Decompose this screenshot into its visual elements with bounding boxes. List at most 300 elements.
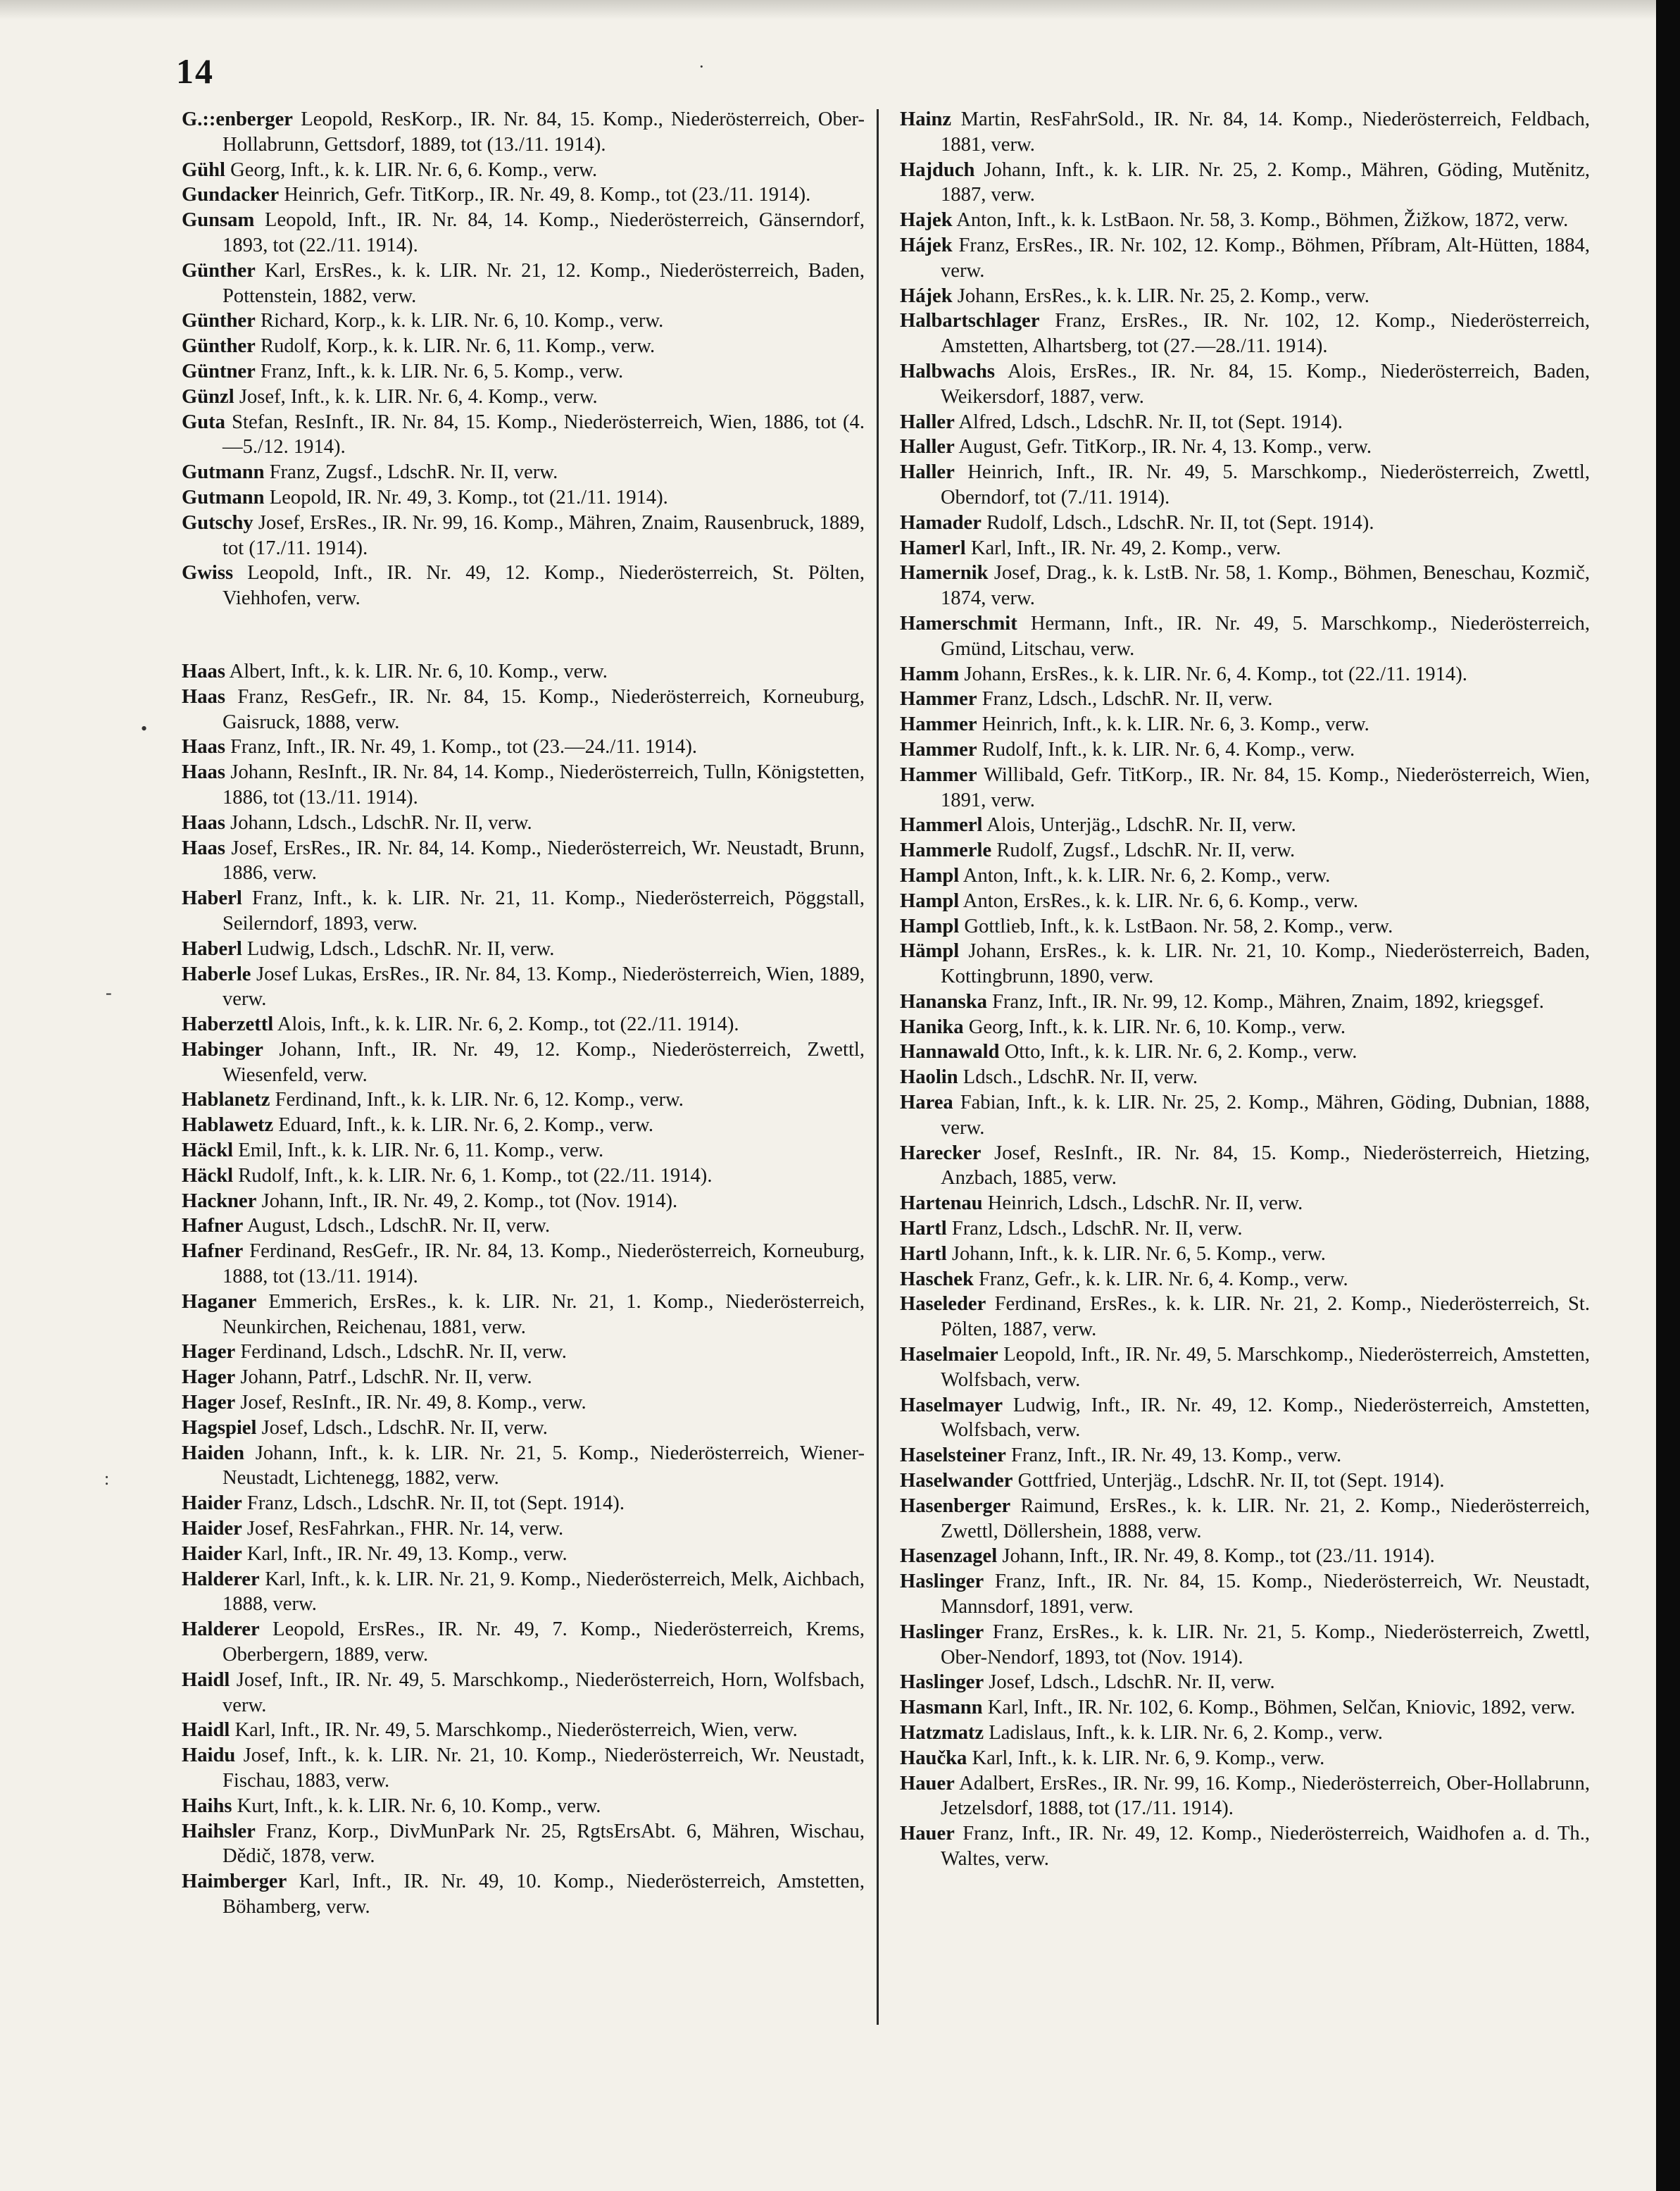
surname: G.::enberger [182,108,293,130]
casualty-entry [900,863,1590,889]
casualty-entry [900,1821,1590,1872]
casualty-entry [182,1138,865,1163]
entry-details: Johann, ErsRes., k. k. LIR. Nr. 25, 2. Komp., verw. [952,285,1369,307]
surname: Habinger [182,1038,263,1061]
surname: Hammer [900,713,977,736]
entry-details: Franz, Korp., DivMunPark Nr. 25, RgtsErsAbt. 6, Mähren, Wischau, Dědič, 1878, verw. [222,1820,865,1868]
casualty-entry [182,1113,865,1138]
entry-details: Johann, ErsRes., k. k. LIR. Nr. 21, 10. Komp., Niederösterreich, Baden, Kottingbrunn, 1890, verw. [941,940,1590,988]
entry-details: Johann, ErsRes., k. k. LIR. Nr. 6, 4. Komp., tot (22./11. 1914). [959,663,1467,685]
casualty-entry [900,889,1590,914]
casualty-entry [182,1491,865,1516]
entry-details: Franz, ResGefr., IR. Nr. 84, 15. Komp., Niederösterreich, Korneuburg, Gaisruck, 1888, verw. [222,685,865,733]
page-top-shadow [0,0,1656,20]
surname: Hartenau [900,1192,983,1215]
entry-details: Martin, ResFahrSold., IR. Nr. 84, 14. Komp., Niederösterreich, Feldbach, 1881, verw. [941,108,1590,156]
entry-details: Josef, Inft., IR. Nr. 49, 5. Marschkomp., Niederösterreich, Horn, Wolfsbach, verw. [222,1668,865,1716]
surname: Hasmann [900,1697,983,1719]
entry-details: Emil, Inft., k. k. LIR. Nr. 6, 11. Komp., verw. [233,1140,604,1162]
entry-details: Alois, Inft., k. k. LIR. Nr. 6, 2. Komp., tot (22./11. 1914). [273,1013,739,1036]
entry-details: Alfred, Ldsch., LdschR. Nr. II, tot (Sept. 1914). [954,411,1343,433]
casualty-entry [900,1468,1590,1494]
surname: Haselwander [900,1470,1013,1492]
scan-border [1656,0,1680,2191]
entry-details: Johann, Inft., k. k. LIR. Nr. 21, 5. Komp., Niederösterreich, Wiener-Neustadt, Lichtenegg, 1882, verw. [222,1442,865,1490]
surname: Haolin [900,1066,958,1089]
surname: Haimberger [182,1871,287,1893]
entry-details: Johann, Inft., IR. Nr. 49, 12. Komp., Niederösterreich, Zwettl, Wiesenfeld, verw. [222,1038,865,1086]
casualty-entry [900,939,1590,990]
casualty-entry [182,659,865,685]
casualty-entry [900,536,1590,561]
entry-details: Ferdinand, Inft., k. k. LIR. Nr. 6, 12. Komp., verw. [270,1089,684,1111]
casualty-entry [900,158,1590,208]
scan-speck: - [106,982,112,1003]
casualty-entry [182,962,865,1013]
entry-details: Franz, Ldsch., LdschR. Nr. II, tot (Sept. 1914). [242,1492,625,1515]
right-column [900,107,1590,1872]
casualty-entry [900,1267,1590,1292]
entry-details: Gottfried, Unterjäg., LdschR. Nr. II, tot (Sept. 1914). [1013,1470,1445,1492]
casualty-entry [182,334,865,359]
surname: Hampl [900,864,960,887]
left-column-h-entries [182,659,865,1920]
entry-details: Josef, Ldsch., LdschR. Nr. II, verw. [984,1671,1275,1694]
entry-details: Franz, Inft., IR. Nr. 49, 1. Komp., tot (23.—24./11. 1914). [225,736,698,759]
casualty-entry [182,410,865,461]
surname: Guta [182,411,225,433]
column-divider [877,109,879,2025]
entry-details: Josef, ErsRes., IR. Nr. 99, 16. Komp., Mähren, Znaim, Rausenbruck, 1889, tot (17./11. 1914). [222,511,865,559]
casualty-entry [900,813,1590,838]
surname: Gundacker [182,184,280,206]
surname: Hampl [900,889,960,912]
surname: Hackner [182,1190,257,1212]
casualty-entry [182,158,865,183]
casualty-entry [900,435,1590,460]
surname: Halderer [182,1618,260,1641]
entry-details: Ludwig, Ldsch., LdschR. Nr. II, verw. [242,937,555,960]
entry-details: Johann, ResInft., IR. Nr. 84, 14. Komp., Niederösterreich, Tulln, Königstetten, 1886, tot (13./11. 1914). [222,761,865,809]
surname: Hamm [900,663,960,685]
surname: Harea [900,1092,953,1114]
casualty-entry [900,763,1590,813]
surname: Haas [182,837,225,859]
casualty-entry [182,811,865,836]
entry-details: Eduard, Inft., k. k. LIR. Nr. 6, 2. Komp., verw. [273,1114,653,1137]
surname: Haas [182,736,225,759]
surname: Haslinger [900,1621,984,1643]
entry-details: Heinrich, Inft., IR. Nr. 49, 5. Marschkomp., Niederösterreich, Zwettl, Oberndorf, tot (7./11. 1914). [941,461,1590,508]
entry-details: Franz, Gefr., k. k. LIR. Nr. 6, 4. Komp., verw. [973,1268,1348,1290]
surname: Gutmann [182,486,265,508]
casualty-entry [900,737,1590,763]
entry-details: Franz, ErsRes., k. k. LIR. Nr. 21, 5. Komp., Niederösterreich, Zwettl, Ober-Nendorf, 1893, tot (Nov. 1914). [941,1621,1590,1668]
casualty-entry [182,182,865,208]
casualty-entry [900,233,1590,284]
surname: Hannawald [900,1041,1000,1063]
surname: Hainz [900,108,952,130]
left-column [182,107,865,1920]
casualty-entry [182,1542,865,1567]
surname: Hager [182,1366,236,1389]
casualty-entry [900,107,1590,158]
surname: Hager [182,1392,236,1414]
scan-speck: · [698,56,705,77]
entry-details: Alois, Unterjäg., LdschR. Nr. II, verw. [982,814,1296,837]
entry-details: Josef, ErsRes., IR. Nr. 84, 14. Komp., Niederösterreich, Wr. Neustadt, Brunn, 1886, verw. [222,837,865,885]
entry-details: Georg, Inft., k. k. LIR. Nr. 6, 6. Komp., verw. [225,158,598,181]
entry-details: Raimund, ErsRes., k. k. LIR. Nr. 21, 2. Komp., Niederösterreich, Zwettl, Döllershein, 1888, verw. [941,1494,1590,1542]
casualty-entry [900,1695,1590,1721]
surname: Günther [182,259,256,282]
entry-details: Leopold, Inft., IR. Nr. 84, 14. Komp., Niederösterreich, Gänserndorf, 1893, tot (22./11. 1914). [222,209,865,256]
surname: Hammerle [900,839,992,862]
casualty-entry [182,1668,865,1718]
surname: Hampl [900,915,960,937]
entry-details: Ferdinand, ResGefr., IR. Nr. 84, 13. Komp., Niederösterreich, Korneuburg, 1888, tot (13./11. 1914). [222,1240,865,1288]
surname: Hamerl [900,537,966,559]
surname: Hamader [900,511,982,534]
casualty-entry [182,1365,865,1390]
surname: Günther [182,310,256,332]
surname: Harecker [900,1142,982,1164]
casualty-entry [182,1290,865,1340]
entry-details: Heinrich, Ldsch., LdschR. Nr. II, verw. [982,1192,1303,1215]
entry-details: Adalbert, ErsRes., IR. Nr. 99, 16. Komp., Niederösterreich, Ober-Hollabrunn, Jetzelsdorf, 1888, tot (17./11. 1914). [941,1772,1590,1820]
surname: Haselsteiner [900,1444,1006,1467]
entry-details: Ladislaus, Inft., k. k. LIR. Nr. 6, 2. Komp., verw. [984,1722,1383,1744]
casualty-entry [900,1393,1590,1444]
casualty-entry [182,1718,865,1743]
entry-details: Franz, Inft., IR. Nr. 99, 12. Komp., Mähren, Znaim, 1892, kriegsgef. [986,990,1544,1013]
surname: Haberzettl [182,1013,274,1036]
surname: Haberle [182,963,251,985]
surname: Haidu [182,1744,236,1767]
casualty-entry [182,1189,865,1214]
casualty-entry [182,107,865,158]
casualty-entry [182,460,865,485]
surname: Haidl [182,1668,230,1691]
casualty-entry [900,308,1590,359]
casualty-entry [900,511,1590,536]
entry-details: Franz, Inft., IR. Nr. 84, 15. Komp., Niederösterreich, Wr. Neustadt, Mannsdorf, 1891, verw. [941,1571,1590,1618]
casualty-entry [900,1242,1590,1267]
entry-details: Richard, Korp., k. k. LIR. Nr. 6, 10. Komp., verw. [255,310,664,332]
surname: Hager [182,1341,236,1363]
surname: Haihs [182,1794,232,1817]
entry-details: Karl, Inft., IR. Nr. 49, 10. Komp., Niederösterreich, Amstetten, Böhamberg, verw. [222,1871,865,1918]
casualty-entry [900,561,1590,611]
surname: Haller [900,411,955,433]
surname: Hanika [900,1016,964,1038]
surname: Haslinger [900,1671,984,1694]
surname: Haider [182,1542,242,1565]
casualty-entry [182,1087,865,1113]
casualty-entry [900,712,1590,737]
casualty-entry [900,1670,1590,1695]
entry-details: Josef, Inft., k. k. LIR. Nr. 6, 4. Komp., verw. [234,385,598,408]
casualty-entry [182,685,865,735]
casualty-entry [182,1516,865,1542]
surname: Hasenzagel [900,1545,998,1568]
surname: Hafner [182,1240,244,1263]
casualty-entry [900,1292,1590,1342]
casualty-entry [900,838,1590,863]
casualty-entry [182,1567,865,1618]
scan-speck: : [104,1468,110,1489]
casualty-entry [900,1090,1590,1141]
surname: Halderer [182,1568,260,1590]
entry-details: Georg, Inft., k. k. LIR. Nr. 6, 10. Komp., verw. [963,1016,1346,1038]
casualty-entry [900,1342,1590,1393]
surname: Haas [182,761,225,784]
entry-details: Franz, Zugsf., LdschR. Nr. II, verw. [264,461,558,484]
casualty-entry [182,735,865,760]
entry-details: Josef, ResInft., IR. Nr. 49, 8. Komp., verw. [235,1392,587,1414]
entry-details: Rudolf, Zugsf., LdschR. Nr. II, verw. [991,839,1296,862]
entry-details: Leopold, ErsRes., IR. Nr. 49, 7. Komp., Niederösterreich, Krems, Oberbergern, 1889, verw. [222,1618,865,1666]
surname: Hamernik [900,562,989,585]
entry-details: Karl, Inft., k. k. LIR. Nr. 21, 9. Komp., Niederösterreich, Melk, Aichbach, 1888, verw. [222,1568,865,1616]
surname: Günzl [182,385,234,408]
surname: Haiden [182,1442,244,1464]
casualty-entry [900,1015,1590,1040]
surname: Gwiss [182,562,234,585]
entry-details: Franz, Inft., k. k. LIR. Nr. 6, 5. Komp., verw. [255,360,624,382]
entry-details: Josef, Inft., k. k. LIR. Nr. 21, 10. Komp., Niederösterreich, Wr. Neustadt, Fischau, 1883, verw. [222,1744,865,1792]
surname: Haas [182,660,225,682]
entry-details: Ferdinand, ErsRes., k. k. LIR. Nr. 21, 2. Komp., Niederösterreich, St. Pölten, 1887, verw. [941,1293,1590,1341]
casualty-entry [182,836,865,887]
casualty-entry [182,308,865,334]
surname: Hajduch [900,158,975,181]
page-number: 14 [176,51,214,91]
casualty-entry [900,662,1590,687]
casualty-entry [900,1040,1590,1065]
entry-details: Rudolf, Inft., k. k. LIR. Nr. 6, 1. Komp., tot (22./11. 1914). [233,1164,713,1187]
entry-details: Stefan, ResInft., IR. Nr. 84, 15. Komp., Niederösterreich, Wien, 1886, tot (4.—5./12. 1914). [222,411,865,458]
surname: Haselmayer [900,1394,1003,1416]
surname: Hartl [900,1218,947,1240]
entry-details: Rudolf, Ldsch., LdschR. Nr. II, tot (Sept. 1914). [981,511,1374,534]
surname: Hämpl [900,940,960,963]
entry-details: Willibald, Gefr. TitKorp., IR. Nr. 84, 15. Komp., Niederösterreich, Wien, 1891, verw. [941,763,1590,811]
entry-details: Anton, Inft., k. k. LIR. Nr. 6, 2. Komp., verw. [959,864,1331,887]
surname: Hammer [900,763,977,786]
entry-details: Josef, ResInft., IR. Nr. 84, 15. Komp., Niederösterreich, Hietzing, Anzbach, 1885, verw. [941,1142,1590,1190]
right-column-entries [900,107,1590,1872]
casualty-entry [182,937,865,962]
surname: Halbartschlager [900,310,1040,332]
surname: Hammerl [900,814,983,837]
entry-details: Josef, Ldsch., LdschR. Nr. II, verw. [256,1416,548,1439]
casualty-entry [182,1819,865,1870]
entry-details: Johann, Inft., IR. Nr. 49, 8. Komp., tot (23./11. 1914). [997,1545,1435,1568]
casualty-entry [182,1441,865,1492]
casualty-entry [182,760,865,811]
surname: Hájek [900,234,953,256]
entry-details: Alois, ErsRes., IR. Nr. 84, 15. Komp., Niederösterreich, Baden, Weikersdorf, 1887, verw. [941,360,1590,408]
entry-details: Rudolf, Korp., k. k. LIR. Nr. 6, 11. Komp., verw. [255,335,656,358]
surname: Hajek [900,209,953,232]
casualty-entry [182,1390,865,1416]
casualty-entry [182,511,865,561]
surname: Haberl [182,937,242,960]
casualty-entry [182,1239,865,1290]
casualty-entry [182,1012,865,1037]
surname: Gühl [182,158,225,181]
surname: Haider [182,1518,242,1540]
surname: Haslinger [900,1571,984,1593]
entry-details: Josef, ResFahrkan., FHR. Nr. 14, verw. [242,1518,564,1540]
casualty-entry [182,1743,865,1794]
casualty-entry [182,1617,865,1668]
entry-details: Anton, Inft., k. k. LstBaon. Nr. 58, 3. Komp., Böhmen, Žižkow, 1872, verw. [952,209,1569,232]
surname: Häckl [182,1164,234,1187]
entry-details: Josef, Drag., k. k. LstB. Nr. 58, 1. Komp., Böhmen, Beneschau, Kozmič, 1874, verw. [941,562,1590,610]
entry-details: Franz, Inft., IR. Nr. 49, 12. Komp., Niederösterreich, Waidhofen a. d. Th., Waltes, verw. [941,1823,1590,1870]
entry-details: Albert, Inft., k. k. LIR. Nr. 6, 10. Komp., verw. [225,660,608,682]
surname: Haider [182,1492,242,1515]
casualty-entry [182,1340,865,1365]
casualty-entry [900,1494,1590,1544]
casualty-entry [182,1794,865,1819]
surname: Günther [182,335,256,358]
entry-details: Johann, Ldsch., LdschR. Nr. II, verw. [225,811,532,834]
surname: Haihsler [182,1820,256,1842]
surname: Hablawetz [182,1114,274,1137]
entry-details: August, Ldsch., LdschR. Nr. II, verw. [243,1215,551,1237]
surname: Haas [182,811,225,834]
entry-details: Anton, ErsRes., k. k. LIR. Nr. 6, 6. Komp., verw. [959,889,1359,912]
casualty-entry [182,1037,865,1088]
surname: Haganer [182,1290,257,1313]
casualty-entry [182,561,865,611]
surname: Hartl [900,1242,947,1265]
casualty-entry [182,1869,865,1920]
surname: Hablanetz [182,1089,270,1111]
entry-details: Johann, Inft., IR. Nr. 49, 2. Komp., tot (Nov. 1914). [256,1190,678,1212]
surname: Haller [900,461,955,484]
entry-details: Ludwig, Inft., IR. Nr. 49, 12. Komp., Niederösterreich, Amstetten, Wolfsbach, verw. [941,1394,1590,1442]
entry-details: Karl, ErsRes., k. k. LIR. Nr. 21, 12. Komp., Niederösterreich, Baden, Pottenstein, 1882, verw. [222,259,865,307]
entry-details: Josef Lukas, ErsRes., IR. Nr. 84, 13. Komp., Niederösterreich, Wien, 1889, verw. [222,963,865,1011]
casualty-entry [900,990,1590,1015]
casualty-entry [900,359,1590,410]
entry-details: Gottlieb, Inft., k. k. LstBaon. Nr. 58, 2. Komp., verw. [959,915,1393,937]
casualty-entry [900,1443,1590,1468]
casualty-entry [900,1569,1590,1620]
casualty-entry [900,1721,1590,1746]
entry-details: Karl, Inft., IR. Nr. 49, 13. Komp., verw. [242,1542,568,1565]
surname: Hammer [900,688,977,711]
scan-speck: • [141,718,148,739]
surname: Güntner [182,360,256,382]
entry-details: Ferdinand, Ldsch., LdschR. Nr. II, verw. [235,1341,567,1363]
surname: Gunsam [182,209,255,232]
entry-details: Leopold, Inft., IR. Nr. 49, 5. Marschkomp., Niederösterreich, Amstetten, Wolfsbach, verw. [941,1344,1590,1391]
left-column-g-entries [182,107,865,611]
casualty-entry [900,460,1590,511]
section-gap [182,611,865,659]
entry-details: Johann, Patrf., LdschR. Nr. II, verw. [235,1366,532,1389]
casualty-entry [900,687,1590,712]
entry-details: Franz, ErsRes., IR. Nr. 102, 12. Komp., Niederösterreich, Amstetten, Alhartsberg, tot (27.—28./11. 1914). [941,310,1590,358]
entry-details: August, Gefr. TitKorp., IR. Nr. 4, 13. Komp., verw. [954,436,1372,458]
casualty-entry [182,258,865,309]
casualty-entry [182,886,865,937]
entry-details: Franz, Inft., k. k. LIR. Nr. 21, 11. Komp., Niederösterreich, Pöggstall, Seilerndorf, 1893, verw. [222,887,865,935]
entry-details: Emmerich, ErsRes., k. k. LIR. Nr. 21, 1. Komp., Niederösterreich, Neunkirchen, Reichenau, 1881, verw. [222,1290,865,1338]
entry-details: Karl, Inft., IR. Nr. 49, 5. Marschkomp., Niederösterreich, Wien, verw. [230,1719,798,1742]
surname: Hasenberger [900,1494,1011,1517]
entry-details: Johann, Inft., k. k. LIR. Nr. 6, 5. Komp., verw. [946,1242,1326,1265]
entry-details: Heinrich, Gefr. TitKorp., IR. Nr. 49, 8. Komp., tot (23./11. 1914). [279,184,811,206]
casualty-entry [900,1771,1590,1822]
entry-details: Johann, Inft., k. k. LIR. Nr. 25, 2. Komp., Mähren, Göding, Mutěnitz, 1887, verw. [941,158,1590,206]
surname: Haller [900,436,955,458]
entry-details: Karl, Inft., k. k. LIR. Nr. 6, 9. Komp., verw. [967,1747,1325,1769]
casualty-entry [900,208,1590,233]
entry-details: Karl, Inft., IR. Nr. 102, 6. Komp., Böhmen, Selčan, Kniovic, 1892, verw. [982,1697,1576,1719]
surname: Hamerschmit [900,612,1017,635]
entry-details: Leopold, ResKorp., IR. Nr. 84, 15. Komp., Niederösterreich, Ober-Hollabrunn, Gettsdorf, 1889, tot (13./11. 1914). [222,108,865,156]
entry-details: Kurt, Inft., k. k. LIR. Nr. 6, 10. Komp., verw. [232,1794,601,1817]
casualty-entry [900,1544,1590,1569]
surname: Haidl [182,1719,230,1742]
casualty-entry [900,1746,1590,1771]
surname: Hatzmatz [900,1722,984,1744]
casualty-entry [182,485,865,511]
surname: Hauer [900,1823,955,1845]
surname: Haseleder [900,1293,986,1316]
entry-details: Leopold, IR. Nr. 49, 3. Komp., tot (21./11. 1914). [264,486,668,508]
surname: Hauer [900,1772,955,1794]
entry-details: Hermann, Inft., IR. Nr. 49, 5. Marschkomp., Niederösterreich, Gmünd, Litschau, verw. [941,612,1590,660]
entry-details: Heinrich, Inft., k. k. LIR. Nr. 6, 3. Komp., verw. [977,713,1369,736]
casualty-entry [182,1213,865,1239]
entry-details: Fabian, Inft., k. k. LIR. Nr. 25, 2. Komp., Mähren, Göding, Dubnian, 1888, verw. [941,1092,1590,1139]
surname: Halbwachs [900,360,996,382]
surname: Hafner [182,1215,244,1237]
casualty-entry [900,284,1590,309]
surname: Gutmann [182,461,265,484]
surname: Haberl [182,887,242,910]
entry-details: Ldsch., LdschR. Nr. II, verw. [958,1066,1198,1089]
casualty-entry [900,410,1590,435]
casualty-entry [900,1141,1590,1192]
surname: Haučka [900,1747,967,1769]
surname: Haas [182,685,225,708]
casualty-entry [182,385,865,410]
surname: Haselmaier [900,1344,998,1366]
casualty-entry [900,1216,1590,1242]
casualty-entry [182,359,865,385]
surname: Hammer [900,738,977,761]
entry-details: Otto, Inft., k. k. LIR. Nr. 6, 2. Komp., verw. [999,1041,1358,1063]
casualty-entry [900,611,1590,662]
surname: Gutschy [182,511,253,534]
casualty-entry [900,1191,1590,1216]
casualty-entry [182,1416,865,1441]
casualty-entry [182,1163,865,1189]
surname: Haschek [900,1268,974,1290]
entry-details: Franz, Ldsch., LdschR. Nr. II, verw. [977,688,1273,711]
surname: Hagspiel [182,1416,257,1439]
entry-details: Franz, ErsRes., IR. Nr. 102, 12. Komp., Böhmen, Příbram, Alt-Hütten, 1884, verw. [941,234,1590,282]
casualty-entry [900,1620,1590,1671]
